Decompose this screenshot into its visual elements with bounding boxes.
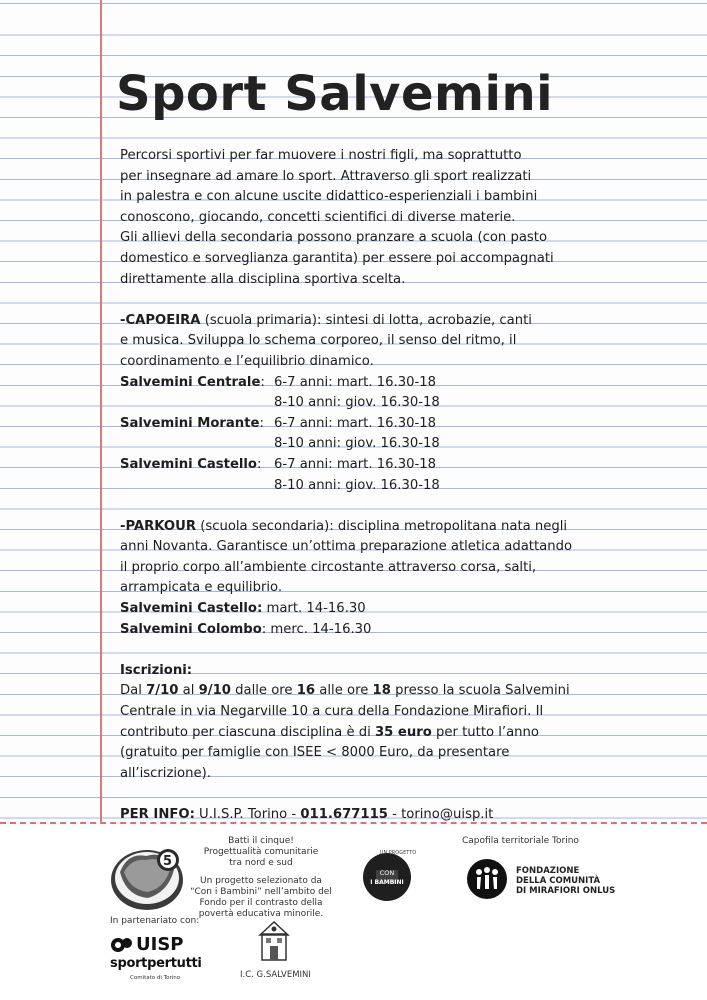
parkour-line: il proprio corpo all’ambiente circostante attraverso corsa, salti, <box>120 559 537 575</box>
schedule-row: Salvemini Morante: 6-7 anni: mart. 16.30-18 <box>120 414 700 435</box>
svg-text:5: 5 <box>163 854 173 869</box>
intro-line: in palestra e con alcune uscite didattico-esperienziali i bambini <box>120 189 538 205</box>
schedule-slot: 6-7 anni: mart. 16.30-18 <box>274 374 437 390</box>
capoeira-desc: (scuola primaria): sintesi di lotta, acrobazie, canti <box>200 312 532 328</box>
batti-desc-line: Batti il cinque! <box>228 836 294 846</box>
schedule-time: mart. 14-16.30 <box>262 601 366 617</box>
schedule-location: Salvemini Centrale <box>120 374 261 390</box>
batti-desc-line: Fondo per il contrasto della <box>199 897 323 908</box>
info-org: U.I.S.P. Torino - <box>194 807 301 822</box>
con-i-bambini-logo <box>358 846 416 904</box>
schedule-slot: 8-10 anni: giov. 16.30-18 <box>274 436 440 452</box>
schedule-slot: 6-7 anni: mart. 16.30-18 <box>274 456 437 472</box>
batti-desc-line: “Con i Bambini” nell’ambito del <box>190 887 332 898</box>
margin-line <box>100 0 102 822</box>
iscrizioni-line <box>120 723 700 744</box>
date-start: 7/10 <box>146 683 179 699</box>
text-span: per tutto l’anno <box>431 724 539 740</box>
intro-line: per insegnare ad amare lo sport. Attraverso gli sport realizzati <box>120 168 532 184</box>
batti-il-5-logo <box>108 842 186 914</box>
schedule-time: : merc. 14-16.30 <box>261 621 372 637</box>
info-email[interactable]: torino@uisp.it <box>401 807 494 822</box>
parkour-line: arrampicata e equilibrio. <box>120 580 283 596</box>
fondazione-line: DELLA COMUNITÀ <box>516 876 601 886</box>
iscrizioni-line: (gratuito per famiglie con ISEE < 8000 Euro, da presentare <box>120 745 510 761</box>
info-phone[interactable]: 011.677115 <box>300 807 388 822</box>
hour-start: 16 <box>296 683 316 699</box>
schedule-row <box>120 599 700 620</box>
hour-end: 18 <box>372 683 391 699</box>
text-span: alle ore <box>315 683 373 699</box>
svg-text:I BAMBINI: I BAMBINI <box>370 879 404 886</box>
schedule-row <box>120 620 700 641</box>
school-name: I.C. G.SALVEMINI <box>240 970 311 980</box>
date-end: 9/10 <box>198 683 231 699</box>
parkour-heading <box>120 517 700 538</box>
batti-desc-line: Progettualità comunitarie <box>203 846 319 857</box>
batti-desc-line: tra nord e sud <box>229 857 293 868</box>
body-text <box>120 146 700 826</box>
schedule-row: Salvemini Centrale: 6-7 anni: mart. 16.30-18 <box>120 373 700 394</box>
blank-line <box>120 290 700 311</box>
price: 35 euro <box>374 724 432 740</box>
parkour-line: anni Novanta. Garantisce un’ottima preparazione atletica adattando <box>120 539 573 555</box>
batti-desc-line: Un progetto selezionato da <box>200 876 322 887</box>
svg-text:UN PROGETTO: UN PROGETTO <box>379 850 416 856</box>
text-span: dalle ore <box>230 683 297 699</box>
info-label: PER INFO: <box>120 807 195 822</box>
parkour-name: -PARKOUR <box>120 518 196 534</box>
iscrizioni-line: all’iscrizione). <box>120 765 211 781</box>
iscrizioni-line: Centrale in via Negarville 10 a cura della Fondazione Mirafiori. Il <box>120 704 544 720</box>
capoeira-name: -CAPOEIRA <box>120 312 201 328</box>
comitato-text: Comitato di Torino <box>130 975 181 981</box>
schedule-location: Salvemini Castello: <box>120 601 263 617</box>
fondazione-logo <box>466 858 508 900</box>
text-span: contributo per ciascuna disciplina è di <box>120 724 375 740</box>
schedule-location: Salvemini Morante <box>120 415 260 431</box>
fondazione-name <box>516 866 615 896</box>
text-span: Dal <box>120 683 147 699</box>
parkour-desc: (scuola secondaria): disciplina metropolitana nata negli <box>196 518 568 534</box>
schedule-slot: 8-10 anni: giov. 16.30-18 <box>274 477 440 493</box>
intro-line: Gli allievi della secondaria possono pranzare a scuola (con pasto <box>120 230 548 246</box>
iscrizioni-line <box>120 681 700 702</box>
page-title: Sport Salvemini <box>116 66 554 122</box>
uisp-logo <box>108 932 202 988</box>
schedule-row: Salvemini Castello: 6-7 anni: mart. 16.30-18 <box>120 455 700 476</box>
schedule-slot: 6-7 anni: mart. 16.30-18 <box>274 415 437 431</box>
schedule-location: Salvemini Colombo <box>120 621 262 637</box>
blank-line <box>120 496 700 517</box>
intro-line: conoscono, giocando, concetti scientifici di diverse materie. <box>120 209 516 225</box>
sportpertutti-wordmark: sportpertutti <box>110 956 202 971</box>
uisp-wordmark: UISP <box>136 934 184 955</box>
batti-description <box>186 836 336 920</box>
cut-line <box>0 822 707 824</box>
school-logo <box>256 918 292 966</box>
info-sep: - <box>387 807 402 822</box>
capoeira-line: coordinamento e l’equilibrio dinamico. <box>120 353 374 369</box>
spacer <box>186 868 336 876</box>
blank-line <box>120 784 700 805</box>
partner-label: In partenariato con: <box>110 916 200 926</box>
intro-line: direttamente alla disciplina sportiva scelta. <box>120 271 406 287</box>
intro-line: domestico e sorveglianza garantita) per essere poi accompagnati <box>120 250 554 266</box>
batti-desc-line: povertà educativa minorile. <box>198 908 324 919</box>
svg-text:CON: CON <box>379 869 395 877</box>
text-span: presso la scuola Salvemini <box>390 683 570 699</box>
schedule-location: Salvemini Castello <box>120 456 257 472</box>
schedule-slot: 8-10 anni: giov. 16.30-18 <box>274 395 440 411</box>
capofila-label: Capofila territoriale Torino <box>462 836 579 846</box>
blank-line <box>120 640 700 661</box>
capoeira-heading <box>120 311 700 332</box>
capoeira-line: e musica. Sviluppa lo schema corporeo, il senso del ritmo, il <box>120 333 517 349</box>
intro-line: Percorsi sportivi per far muovere i nostri figli, ma soprattutto <box>120 148 522 163</box>
footer <box>0 822 707 1000</box>
fondazione-line: FONDAZIONE <box>516 866 580 876</box>
text-span: al <box>178 683 199 699</box>
fondazione-line: DI MIRAFIORI ONLUS <box>516 886 616 896</box>
iscrizioni-heading: Iscrizioni: <box>120 662 193 678</box>
